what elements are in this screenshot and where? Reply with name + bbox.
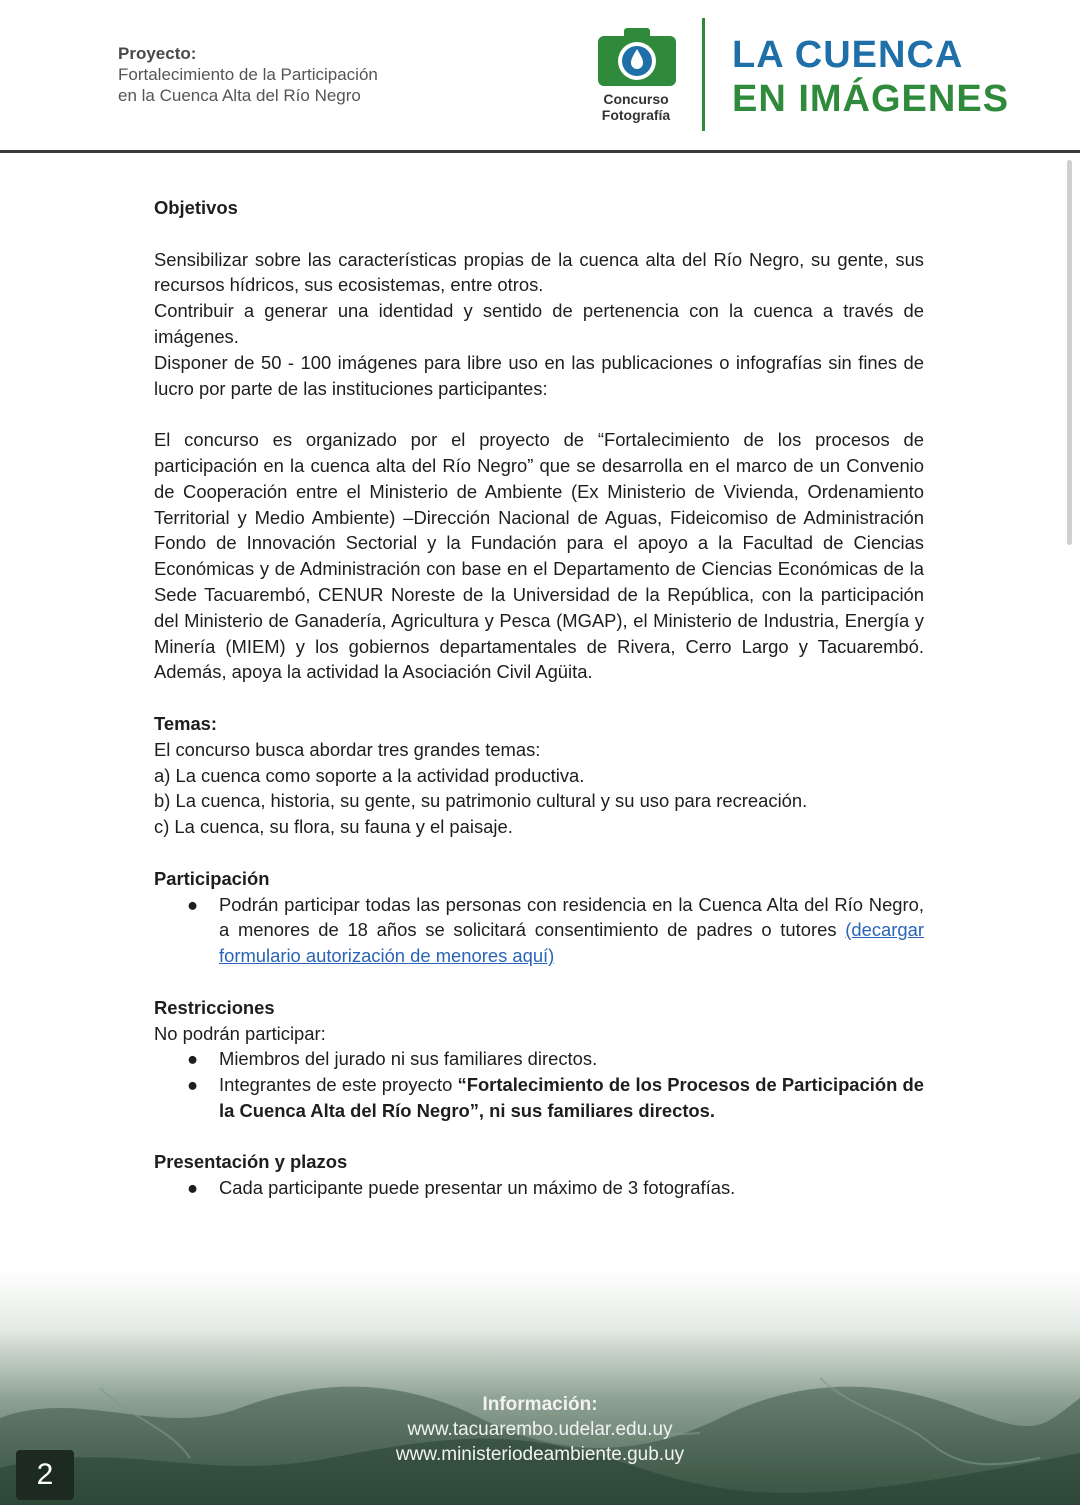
list-item [154,1175,924,1201]
footer-landscape-image [0,1268,1080,1505]
restriccion-1: Miembros del jurado ni sus familiares directos. [219,1048,598,1070]
logo-title [732,33,1009,121]
temas-intro: El concurso busca abordar tres grandes temas: [154,738,541,760]
page-header [0,0,1080,152]
header-divider [0,150,1080,153]
bullet-icon: ● [187,1177,199,1199]
presentacion-1: Cada participante puede presentar un máximo de 3 fotografías. [219,1177,736,1199]
document-body [154,195,924,1201]
objetivo-2: Contribuir a generar una identidad y sentido de pertenencia con la cuenca a través de imágenes. [154,300,924,347]
footer-url-ministerio[interactable]: www.ministeriodeambiente.gub.uy [395,1444,685,1465]
section-heading-presentacion: Presentación y plazos [154,1151,348,1173]
logo-divider [702,18,705,131]
project-title-line1: Fortalecimiento de la Participación [118,65,378,84]
restricciones-intro: No podrán participar: [154,1022,326,1044]
bullet-icon: ● [187,893,199,915]
scrollbar[interactable] [1067,160,1072,545]
logo-subtitle [590,91,682,123]
list-item: a) La cuenca como soporte a la actividad productiva. [154,764,585,786]
bullet-icon: ● [187,1074,199,1096]
list-item: b) La cuenca, historia, su gente, su patrimonio cultural y su uso para recreación. [154,790,808,812]
objetivo-1: Sensibilizar sobre las características propias de la cuenca alta del Río Negro, su gente, sus recursos hídricos, sus ecosistemas, entre otros. [154,248,924,296]
restriccion-2-bold: “Fortalecimiento de los Procesos de Participación de la Cuenca Alta del Río Negro”, ni sus familiares directos. [219,1074,924,1121]
list-item: c) La cuenca, su flora, su fauna y el paisaje. [154,816,513,838]
logo-title-line2: EN IMÁGENES [732,78,1010,120]
section-heading-temas: Temas: [154,712,218,734]
section-heading-participacion: Participación [154,867,270,889]
project-block [118,43,378,106]
bullet-icon: ● [187,1048,199,1070]
camera-water-drop-icon [598,28,676,86]
logo-subtitle-line2: Fotografía [601,107,671,123]
footer-info [0,1392,1080,1467]
section-heading-objetivos: Objetivos [154,197,238,218]
list-item [154,892,924,969]
list-item [154,1072,924,1124]
download-form-link[interactable]: (decargar formulario autorización de menores aquí) [219,919,924,967]
page-number: 2 [16,1450,74,1500]
participacion-text: Podrán participar todas las personas con residencia en la Cuenca Alta del Río Negro, a menores de 18 años se solicitará consentimiento de padres o tutores [219,893,924,941]
section-heading-restricciones: Restricciones [154,996,275,1018]
project-title-line2: en la Cuenca Alta del Río Negro [118,86,361,105]
logo-subtitle-line1: Concurso [603,91,669,107]
organizacion-paragraph: El concurso es organizado por el proyecto de “Fortalecimiento de los procesos de participación en la cuenca alta del Río Negro” que se desarrolla en el marco de un Convenio de Cooperación entre el Ministerio de Ambiente (Ex Ministerio de Vivienda, Ordenamiento Territorial y Medio Ambiente) –Dirección Nacional de Aguas, Fideicomiso de Administración Fondo de Innovación Sectorial y la Fundación para el apoyo a la Facultad de Ciencias Económicas y de Administración con base en el Departamento de Ciencias Económicas de la Sede Tacuarembó, CENUR Noreste de la Universidad de la República, con la participación del Ministerio de Ganadería, Agricultura y Pesca (MGAP), el Ministerio de Industria, Energía y Minería (MIEM) y los gobiernos departamentales de Rivera, Cerro Largo y Tacuarembó. Además, apoya la actividad la Asociación Civil Agüita. [154,429,924,683]
project-label: Proyecto: [118,44,197,63]
footer-heading: Información: [482,1394,598,1415]
list-item [154,1046,924,1072]
footer-url-udelar[interactable]: www.tacuarembo.udelar.edu.uy [407,1419,673,1440]
restriccion-2-prefix: Integrantes de este proyecto [219,1074,458,1096]
objetivo-3: Disponer de 50 - 100 imágenes para libre uso en las publicaciones o infografías sin fines de lucro por parte de las instituciones participantes: [154,351,924,399]
aerial-landscape-image [0,1268,1080,1505]
logo-title-line1: LA CUENCA [732,34,964,76]
